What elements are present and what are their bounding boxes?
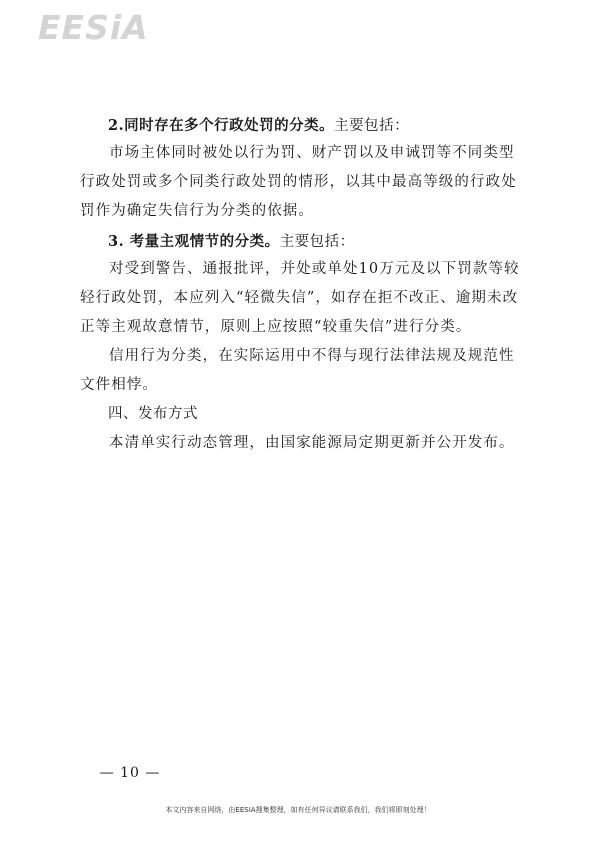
section-4-title: 四、发布方式 (108, 406, 198, 422)
section-2-heading-bold: 2.同时存在多个行政处罚的分类。 (108, 117, 335, 134)
note-paragraph: 信用行为分类，在实际运用中不得与现行法律法规及规范性文件相悖。 (80, 348, 515, 393)
section-2-heading-rest: 主要包括： (334, 118, 410, 134)
section-3-body: 对受到警告、通报批评，并处或单处10万元及以下罚款等较轻行政处罚，本应列入“轻微失信”，如存在拒不改正、逾期未改正等主观故意情节，原则上应按照“较重失信”进行分类。 (80, 261, 520, 335)
section-3-heading (108, 232, 355, 252)
page-number: — 10 — (99, 765, 161, 781)
section-2-heading (108, 116, 409, 136)
footer-disclaimer: 本文内容来自网络，由EESIA搜集整理，如有任何异议请联系我们，我们将即刻处理！ (165, 806, 431, 814)
section-4-body: 本清单实行动态管理，由国家能源局定期更新并公开发布。 (109, 435, 515, 451)
section-3-heading-rest: 主要包括： (279, 234, 355, 250)
section-3-heading-bold: 3. 考量主观情节的分类。 (108, 233, 280, 250)
eesia-logo-watermark: EESiA (38, 8, 149, 47)
section-2-body: 市场主体同时被处以行为罚、财产罚以及申诫罚等不同类型行政处罚或多个同类行政处罚的情形，以其中最高等级的行政处罚作为确定失信行为分类的依据。 (80, 145, 517, 219)
